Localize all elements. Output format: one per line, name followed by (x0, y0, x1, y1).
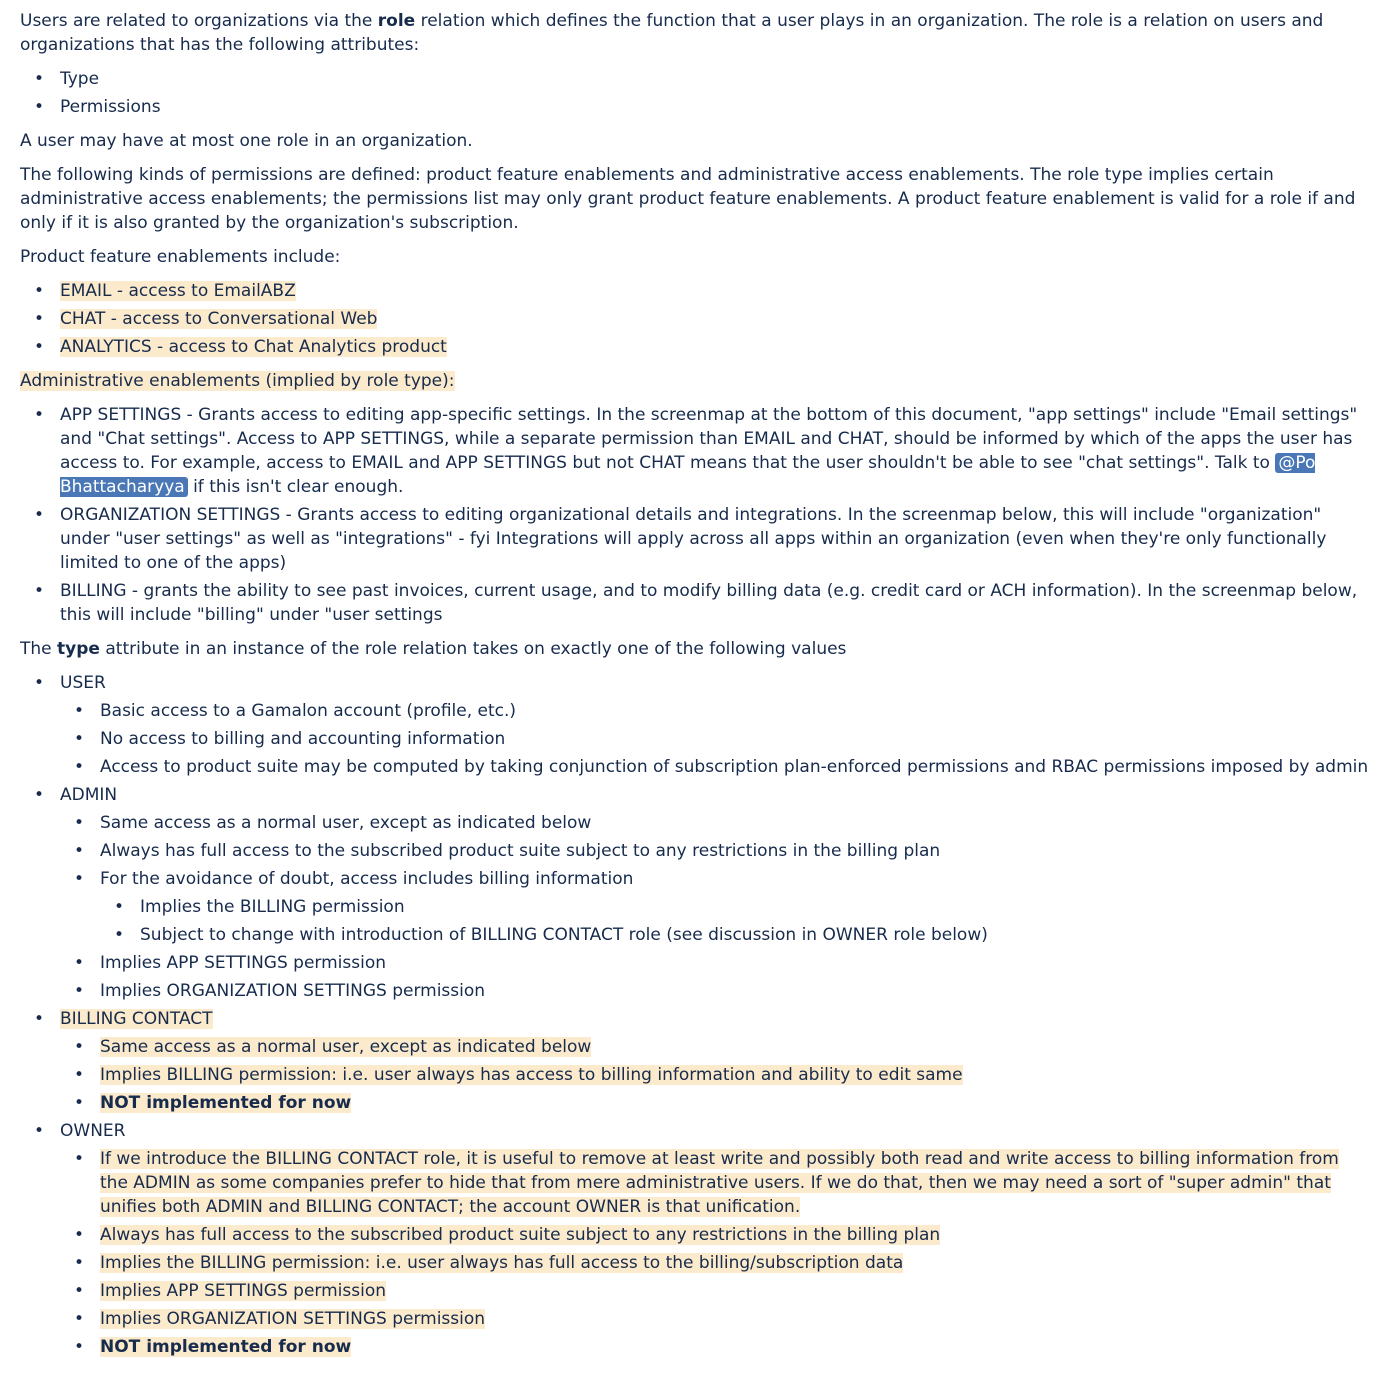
admin-details-list (60, 811, 1370, 1003)
list-item (60, 307, 1370, 331)
type-keyword: type (57, 639, 100, 659)
list-item-text: Type (60, 69, 100, 89)
user-details-list (60, 699, 1370, 779)
list-item (60, 95, 1370, 119)
owner-details-list (60, 1147, 1370, 1359)
one-role-paragraph: A user may have at most one role in an organization. (20, 131, 473, 151)
highlighted-text: Administrative enablements (implied by role type): (20, 371, 455, 391)
list-item (100, 1063, 1370, 1087)
list-item (60, 579, 1370, 627)
highlighted-text: CHAT - access to Conversational Web (60, 309, 378, 329)
list-item (100, 811, 1370, 835)
list-item-text: BILLING - grants the ability to see past invoices, current usage, and to modify billing data (e.g. credit card or ACH information). In the screenmap below, this will include "billing" under "user settings (60, 581, 1358, 625)
list-item (100, 951, 1370, 975)
list-item (100, 755, 1370, 779)
list-item (100, 727, 1370, 751)
role-type-billing-contact (60, 1007, 1370, 1115)
intro-text: Users are related to organizations via the (20, 11, 378, 31)
not-implemented-note: NOT implemented for now (100, 1337, 352, 1357)
list-item (100, 1091, 1370, 1115)
list-item (100, 1147, 1370, 1219)
highlighted-text: Implies the BILLING permission: i.e. user always has full access to the billing/subscription data (100, 1253, 904, 1273)
admin-billing-sublist (100, 895, 1370, 947)
highlighted-text: ANALYTICS - access to Chat Analytics product (60, 337, 447, 357)
highlighted-text: Always has full access to the subscribed product suite subject to any restrictions in the billing plan (100, 1225, 941, 1245)
role-types-list (20, 671, 1370, 1359)
list-item-text: Implies ORGANIZATION SETTINGS permission (100, 981, 486, 1001)
list-item (140, 895, 1370, 919)
types-intro-paragraph (20, 637, 1370, 661)
list-item-text: if this isn't clear enough. (187, 477, 404, 497)
list-item-text: Implies the BILLING permission (140, 897, 405, 917)
list-item-text: Access to product suite may be computed by taking conjunction of subscription plan-enforced permissions and RBAC permissions imposed by admin (100, 757, 1369, 777)
list-item-text: ORGANIZATION SETTINGS - Grants access to editing organizational details and integrations. In the screenmap below, this will include "organization" under "user settings" as well as "integrations" - fyi Integrations will apply across all apps within an organization (even when they're only functionally limited to one of the apps) (60, 505, 1327, 573)
list-item-text: Always has full access to the subscribed product suite subject to any restrictions in the billing plan (100, 841, 941, 861)
highlighted-text: Implies APP SETTINGS permission (100, 1281, 387, 1301)
role-type-label: OWNER (60, 1121, 126, 1141)
list-item (100, 979, 1370, 1003)
highlighted-text: Implies BILLING permission: i.e. user always has access to billing information and ability to edit same (100, 1065, 963, 1085)
list-item (60, 67, 1370, 91)
role-keyword: role (377, 11, 416, 31)
list-item-text: Same access as a normal user, except as indicated below (100, 813, 592, 833)
role-type-user (60, 671, 1370, 779)
role-type-label: ADMIN (60, 785, 118, 805)
product-heading: Product feature enablements include: (20, 247, 341, 267)
permissions-paragraph: The following kinds of permissions are defined: product feature enablements and administrative access enablements. The role type implies certain administrative access enablements; the permissions list may only grant product feature enablements. A product feature enablement is valid for a role if and only if it is also granted by the organization's subscription. (20, 165, 1356, 233)
list-item (60, 403, 1370, 499)
list-item-text: APP SETTINGS - Grants access to editing app-specific settings. In the screenmap at the bottom of this document, "app settings" include "Email settings" and "Chat settings". Access to APP SETTINGS, while a separate permission than EMAIL and CHAT, should be informed by which of the apps the user has access to. For example, access to EMAIL and APP SETTINGS but not CHAT means that the user shouldn't be able to see "chat settings". Talk to (60, 405, 1358, 473)
highlighted-text: Implies ORGANIZATION SETTINGS permission (100, 1309, 486, 1329)
list-item (140, 923, 1370, 947)
user-mention-link[interactable]: @Po Bhattacharyya (60, 453, 1316, 497)
highlighted-text: Same access as a normal user, except as indicated below (100, 1037, 592, 1057)
list-item (100, 1223, 1370, 1247)
list-item-text: Subject to change with introduction of BILLING CONTACT role (see discussion in OWNER role below) (140, 925, 988, 945)
list-item-text: Implies APP SETTINGS permission (100, 953, 387, 973)
role-type-admin (60, 783, 1370, 1003)
intro-text: relation which defines the function that a user plays in an organization. The role is a relation on users and organizations that has the following attributes: (20, 11, 1324, 55)
role-type-owner (60, 1119, 1370, 1359)
role-type-label: USER (60, 673, 106, 693)
attributes-list (20, 67, 1370, 119)
list-item (100, 1035, 1370, 1059)
list-item (60, 335, 1370, 359)
highlighted-text: If we introduce the BILLING CONTACT role, it is useful to remove at least write and possibly both read and write access to billing information from the ADMIN as some companies prefer to hide that from mere administrative users. If we do that, then we may need a sort of "super admin" that unifies both ADMIN and BILLING CONTACT; the account OWNER is that unification. (100, 1149, 1339, 1217)
types-intro-text: The (20, 639, 58, 659)
list-item-text: No access to billing and accounting information (100, 729, 506, 749)
list-item-text: Permissions (60, 97, 161, 117)
list-item (100, 699, 1370, 723)
highlighted-text: EMAIL - access to EmailABZ (60, 281, 296, 301)
product-list (20, 279, 1370, 359)
not-implemented-note: NOT implemented for now (100, 1093, 352, 1113)
list-item (100, 1307, 1370, 1331)
list-item (100, 1251, 1370, 1275)
list-item (60, 503, 1370, 575)
list-item (60, 279, 1370, 303)
list-item (100, 1279, 1370, 1303)
list-item (100, 1335, 1370, 1359)
admin-enablements-heading (20, 369, 1370, 393)
list-item (100, 839, 1370, 863)
list-item-text: For the avoidance of doubt, access includes billing information (100, 869, 634, 889)
intro-paragraph (20, 9, 1370, 57)
admin-enablements-list (20, 403, 1370, 627)
role-type-label: BILLING CONTACT (60, 1009, 213, 1029)
list-item (100, 867, 1370, 947)
list-item-text: Basic access to a Gamalon account (profile, etc.) (100, 701, 517, 721)
billing-contact-details-list (60, 1035, 1370, 1115)
types-intro-text: attribute in an instance of the role relation takes on exactly one of the following values (99, 639, 847, 659)
